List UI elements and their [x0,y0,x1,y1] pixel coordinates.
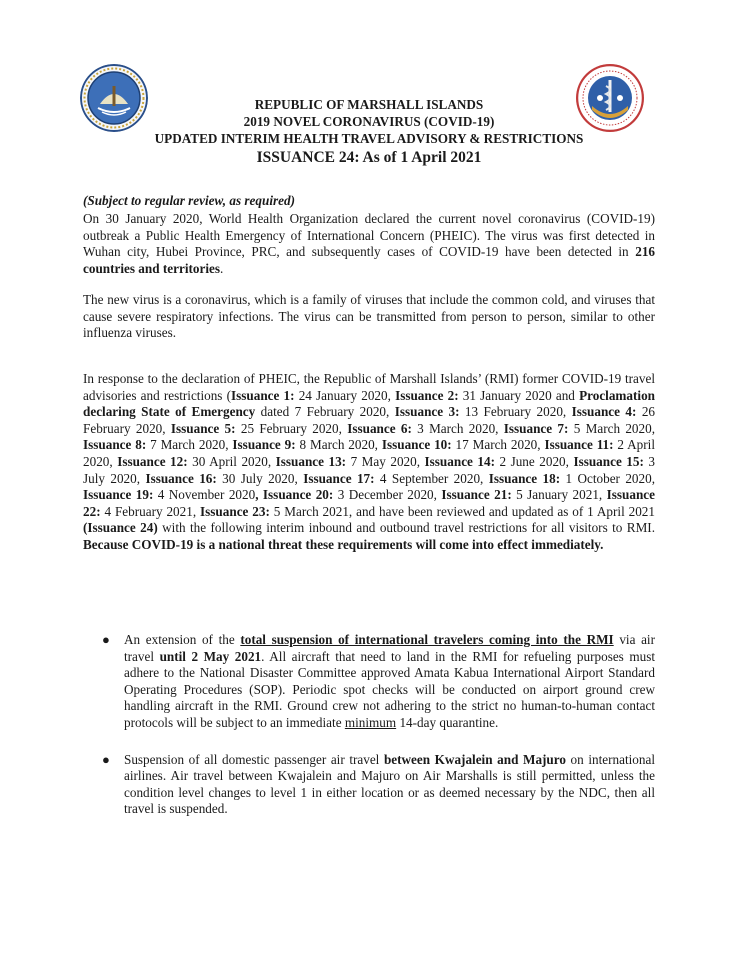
issuance-date: 2 April 2020, [83,437,655,469]
issuance-date: 17 March 2020, [451,437,545,453]
issuance-label: Issuance 11: [544,437,614,453]
issuance-label: Issuance 10: [381,437,452,453]
issuance-label: Issuance 7: [503,420,569,436]
issuance-label: Issuance 2: [395,387,459,403]
issuance-date: 7 March 2020, [146,437,233,453]
issuance-label: Issuance 1: [231,387,295,403]
issuance-date: 30 April 2020, [187,453,276,469]
document-header [0,96,738,169]
issuance-label: Issuance 3: [394,404,460,420]
list-item: ● Suspension of all domestic passenger air travel between Kwajalein and Majuro on international airlines. Air travel between Kwajalein and Majuro on Air Marshalls is still permitted, unless the condition level changes to level 1 in either location or as deemed necessary by the NDC, then all travel is suspended. [102,751,655,817]
paragraph-virus-description: The new virus is a coronavirus, which is a family of viruses that include the common cold, and viruses that cause severe respiratory infections. The virus can be transmitted from person to person, similar to other influenza viruses. [83,292,655,341]
issuance-label: Issuance 18: [488,470,561,486]
virus-title: 2019 NOVEL CORONAVIRUS (COVID-19) [243,114,495,129]
advisory-title: UPDATED INTERIM HEALTH TRAVEL ADVISORY & RESTRICTIONS [154,131,584,146]
issuance-history [83,388,655,519]
issuance-date: 8 March 2020, [295,437,382,453]
issuance-label: Issuance 14: [424,453,495,469]
country-title: REPUBLIC OF MARSHALL ISLANDS [254,97,484,112]
issuance-label: Issuance 5: [170,420,236,436]
issuance-date: 13 February 2020, [459,404,572,420]
issuance-label: Issuance 15: [573,453,644,469]
issuance-title: ISSUANCE 24: As of 1 April 2021 [256,149,482,166]
paragraph-response: In response to the declaration of PHEIC, the Republic of Marshall Islands’ (RMI) former COVID-19 travel advisories and restrictions (Issuance 1: 24 January 2020, Issuance 2: 31 January 2020 and Proclamation declaring State of Emergency dated 7 February 2020, Issuance 3: 13 February 2020, Issuance 4: 26 February 2020, Issuance 5: 25 February 2020, Issuance 6: 3 March 2020, Issuance 7: 5 March 2020, Issuance 8: 7 March 2020, Issuance 9: 8 March 2020, Issuance 10: 17 March 2020, Issuance 11: 2 April 2020, Issuance 12: 30 April 2020, Issuance 13: 7 May 2020, Issuance 14: 2 June 2020, Issuance 15: 3 July 2020, Issuance 16: 30 July 2020, Issuance 17: 4 September 2020, Issuance 18: 1 October 2020, Issuance 19: 4 November 2020, Issuance 20: 3 December 2020, Issuance 21: 5 January 2021, Issuance 22: 4 February 2021, Issuance 23: 5 March 2021, and have been reviewed and updated as of 1 April 2021 (Issuance 24) with the following interim inbound and outbound travel restrictions for all visitors to RMI. Because COVID-19 is a national threat these requirements will come into effect immediately. [83,371,656,552]
issuance-date: 5 March 2020, [568,420,656,436]
issuance-label: Issuance 9: [232,437,296,453]
issuance-label: Proclamation declaring State of Emergency [83,387,655,420]
issuance-label: Issuance 6: [347,420,412,436]
issuance-date: dated 7 February 2020, [255,404,395,420]
issuance-label: Issuance 21: [441,487,512,503]
paragraph-background: On 30 January 2020, World Health Organization declared the current novel coronavirus (COVID-19) outbreak a Public Health Emergency of International Concern (PHEIC). The virus was first detected in Wuhan city, Hubei Province, PRC, and subsequently cases of COVID-19 have been detected in 216 countries and territories. [83,211,655,276]
issuance-date: 31 January 2020 and [458,387,580,403]
issuance-label: Issuance 8: [83,437,147,453]
issuance-label: Issuance 13: [275,453,347,469]
bullet-icon: ● [102,751,110,767]
issuance-date: 7 May 2020, [346,453,425,469]
bullet-icon: ● [102,632,110,647]
issuance-date: 2 June 2020, [494,453,574,469]
issuance-label: Issuance 4: [571,404,637,420]
issuance-date: 1 October 2020, [560,470,655,486]
issuance-label: Issuance 12: [117,453,188,469]
issuance-label: , Issuance 20: [255,487,334,503]
issuance-date: 3 July 2020, [83,453,655,486]
list-item: ● An extension of the total suspension of international travelers coming into the RMI via air travel until 2 May 2021. All aircraft that need to land in the RMI for refueling purposes must adhere to the National Disaster Committee approved Amata Kabua International Airport Standard Operating Procedures (SOP). Periodic spot checks will be conducted on airport ground crew handling aircraft in the RMI. Ground crew not adhering to the strict no human-to-human contact protocols will be subject to an immediate minimum 14-day quarantine. [102,632,655,730]
issuance-label: Issuance 23: [200,503,270,519]
issuance-label: Issuance 22: [83,487,655,519]
issuance-date: 3 December 2020, [333,487,442,503]
issuance-date: 4 November 2020 [153,487,256,503]
issuance-date: 5 January 2021, [511,487,607,503]
issuance-date: 24 January 2020, [294,387,396,403]
issuance-date: 26 February 2020, [83,404,656,436]
issuance-date: 4 September 2020, [374,470,489,486]
issuance-label: Issuance 17: [303,470,375,486]
issuance-date: 4 February 2021, [100,503,201,519]
issuance-date: 5 March 2021, and have been reviewed and updated as of 1 April 2021 [269,503,655,519]
issuance-date: 30 July 2020, [216,470,304,486]
subject-note: (Subject to regular review, as required) [83,193,295,208]
issuance-label: Issuance 16: [145,470,217,486]
restrictions-list [100,632,655,818]
issuance-date: 25 February 2020, [235,420,348,436]
issuance-date: 3 March 2020, [411,420,504,436]
issuance-label: Issuance 19: [83,487,154,503]
